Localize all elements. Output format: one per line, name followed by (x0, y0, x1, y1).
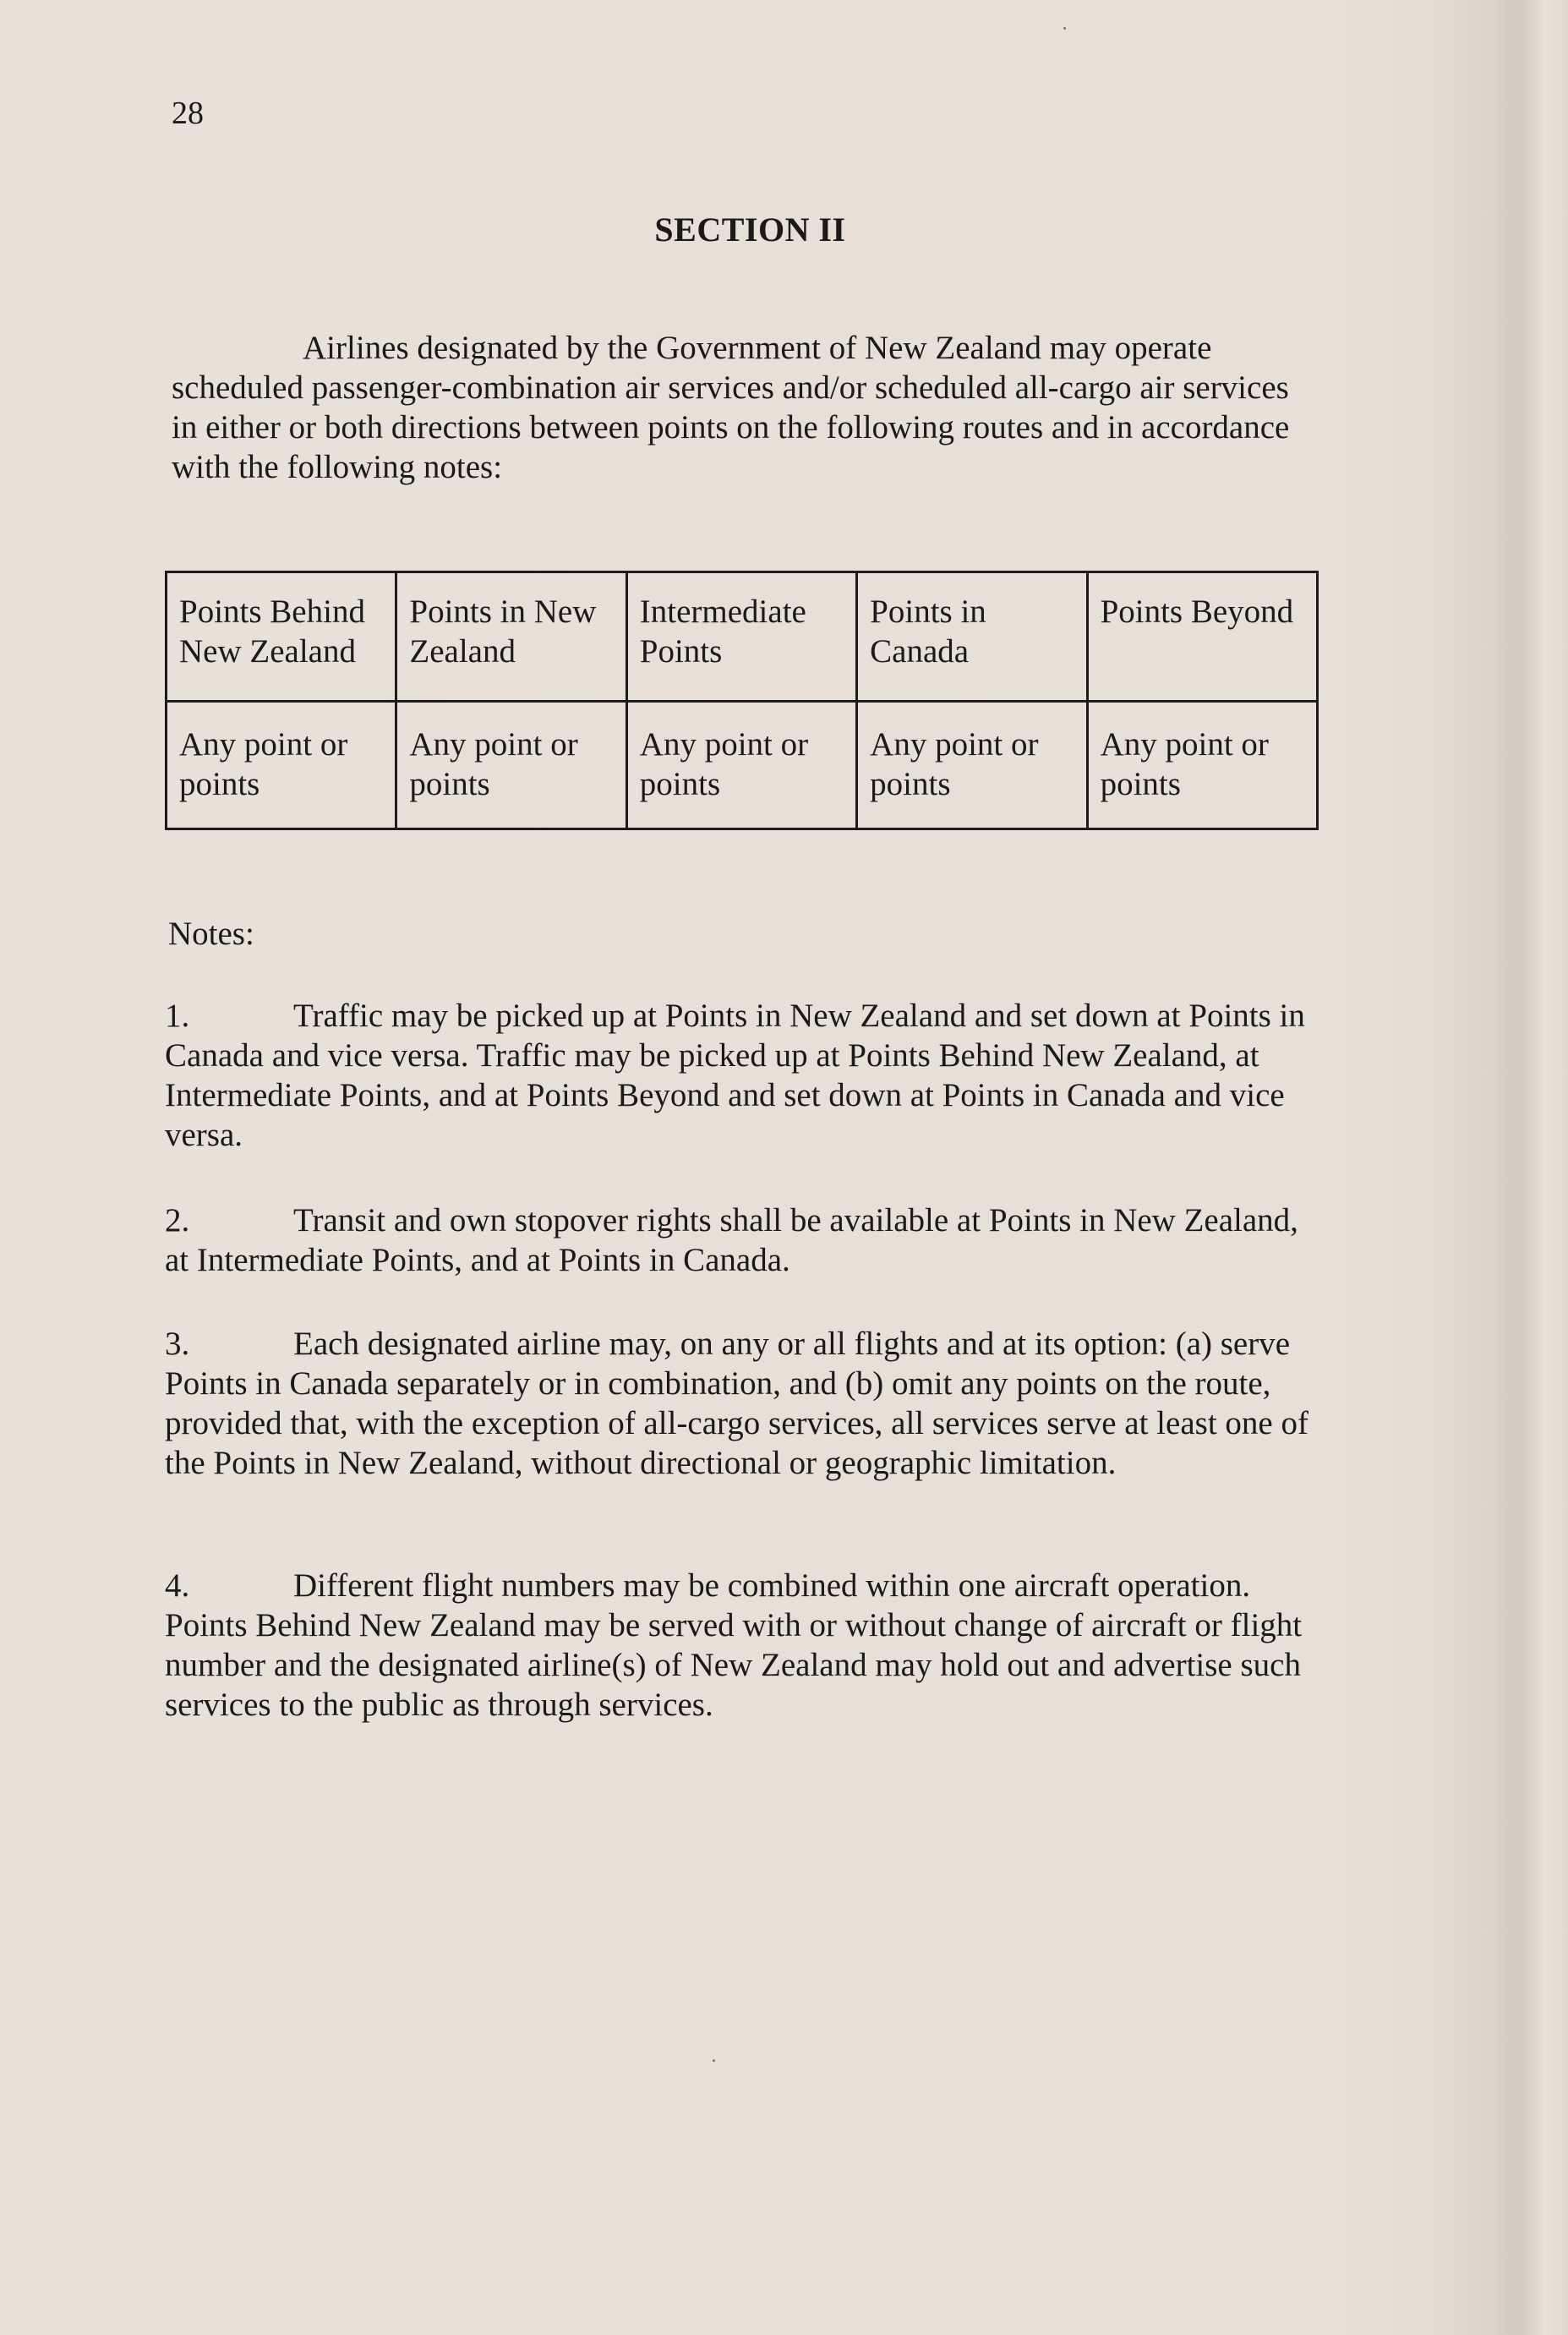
page-binding-shadow (1492, 0, 1568, 2335)
cell-intermediate-points: Any point or points (626, 702, 856, 829)
cell-points-beyond: Any point or points (1087, 702, 1317, 829)
note-text: Traffic may be picked up at Points in New Zealand and set down at Points in Canada and vice versa. Traffic may be picked up at Points Behind New Zealand, at Intermediate Points, and at Points Beyond and set down at Points in Canada and vice versa. (165, 998, 1305, 1153)
table-header-row (167, 572, 1318, 702)
note-1 (165, 996, 1325, 1155)
note-2 (165, 1200, 1325, 1280)
note-text: Different flight numbers may be combined within one aircraft operation. Points Behind New Zealand may be served with or without change of aircraft or flight number and the designated airline(s) of New Zealand may hold out and advertise such services to the public as through services. (165, 1567, 1303, 1723)
header-points-in-canada: Points in Canada (857, 572, 1087, 702)
header-points-behind-new-zealand: Points Behind New Zealand (167, 572, 396, 702)
note-text: Each designated airline may, on any or all flights and at its option: (a) serve Points in Canada separately or in combination, and (b) omit any points on the route, provided that, with the exception of all-cargo services, all services serve at least one of the Points in New Zealand, without directional or geographic limitation. (165, 1326, 1308, 1481)
note-number: 2. (165, 1202, 190, 1239)
routes-table (165, 571, 1319, 830)
header-points-beyond: Points Beyond (1087, 572, 1317, 702)
page-number: 28 (172, 96, 204, 131)
note-number: 4. (165, 1567, 190, 1604)
note-4 (165, 1566, 1325, 1725)
header-points-in-new-zealand: Points in New Zealand (396, 572, 626, 702)
header-intermediate-points: Intermediate Points (626, 572, 856, 702)
cell-points-in-canada: Any point or points (857, 702, 1087, 829)
table-row (167, 702, 1318, 829)
note-number: 3. (165, 1326, 190, 1362)
paper-speck (713, 2059, 715, 2062)
note-text: Transit and own stopover rights shall be available at Points in New Zealand, at Intermediate Points, and at Points in Canada. (165, 1202, 1298, 1278)
cell-points-behind-new-zealand: Any point or points (167, 702, 396, 829)
notes-heading: Notes: (168, 916, 254, 952)
intro-paragraph: Airlines designated by the Government of New Zealand may operate scheduled passenger-combination air services and/or scheduled all-cargo air services in either or both directions between points on the following routes and in accordance with the following notes: (172, 330, 1290, 485)
note-3 (165, 1324, 1325, 1483)
section-title: SECTION II (654, 211, 846, 249)
paper-speck (1063, 27, 1066, 30)
cell-points-in-new-zealand: Any point or points (396, 702, 626, 829)
note-number: 1. (165, 998, 190, 1034)
